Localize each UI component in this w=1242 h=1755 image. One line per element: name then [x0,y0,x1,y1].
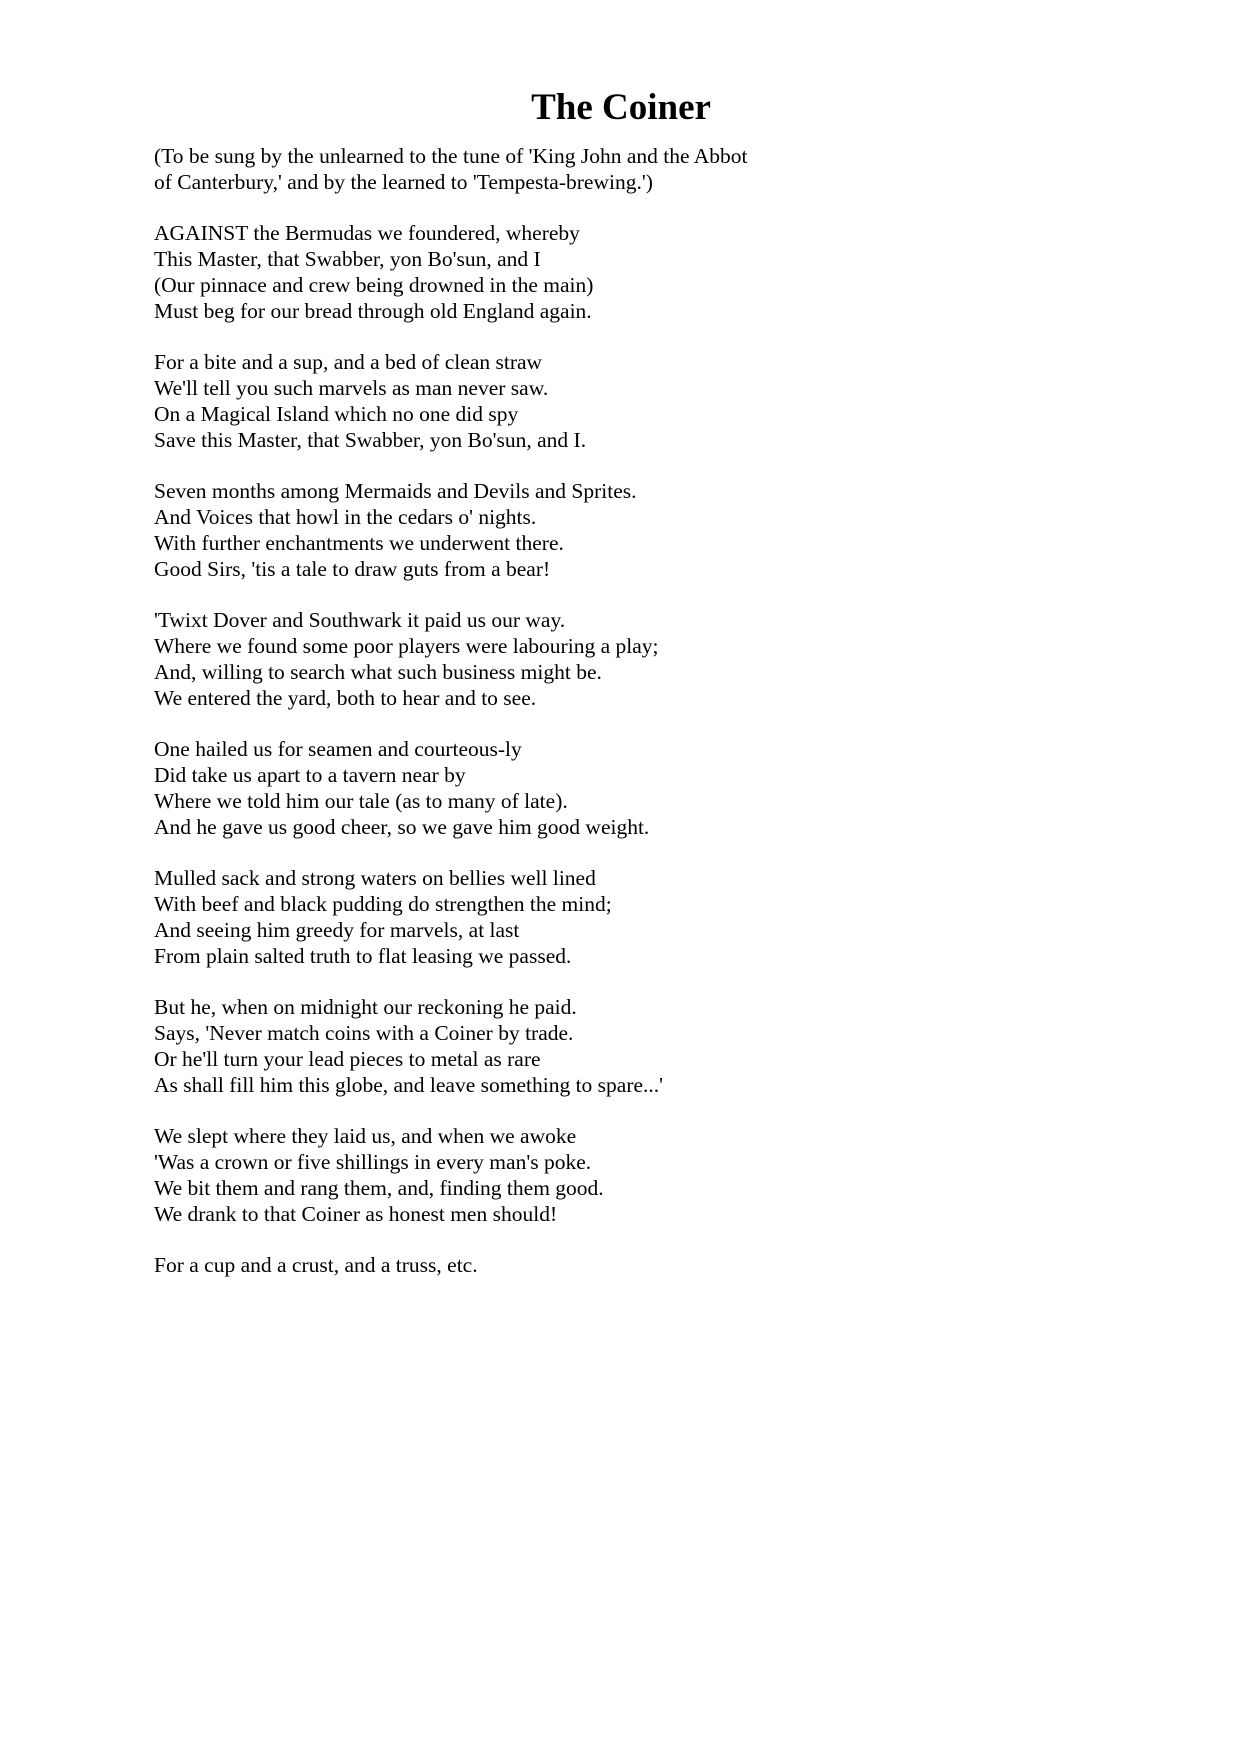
poem-body [154,144,1054,1305]
verse-line: With beef and black pudding do strengthen the mind; [154,892,612,917]
stanza [154,221,1054,324]
verse-line: We slept where they laid us, and when we awoke [154,1124,577,1149]
verse-line: And he gave us good cheer, so we gave him good weight. [154,814,650,839]
stanza [154,995,1054,1098]
verse-line: On a Magical Island which no one did spy [154,401,519,426]
preface-line: of Canterbury,' and by the learned to 'Tempesta-brewing.') [154,169,653,194]
verse-line: As shall fill him this globe, and leave something to spare...' [154,1072,664,1097]
verse-line: And seeing him greedy for marvels, at last [154,917,520,942]
stanza [154,866,1054,969]
verse-line: AGAINST the Bermudas we foundered, whereby [154,221,580,246]
verse-line: And Voices that howl in the cedars o' nights. [154,505,537,530]
verse-line: With further enchantments we underwent there. [154,530,564,555]
stanza [154,350,1054,453]
verse-line: Did take us apart to a tavern near by [154,763,466,788]
verse-line: Or he'll turn your lead pieces to metal as rare [154,1046,541,1071]
verse-line: We bit them and rang them, and, finding them good. [154,1175,604,1200]
verse-line: Where we found some poor players were labouring a play; [154,634,659,659]
preface-line: (To be sung by the unlearned to the tune of 'King John and the Abbot [154,144,748,168]
verse-line: Mulled sack and strong waters on bellies well lined [154,866,596,891]
verse-line: (Our pinnace and crew being drowned in the main) [154,272,594,297]
verse-line: 'Twixt Dover and Southwark it paid us our way. [154,608,566,633]
verse-line: Must beg for our bread through old England again. [154,298,592,323]
verse-line: One hailed us for seamen and courteous-ly [154,737,522,762]
stanza [154,479,1054,582]
page-title: The Coiner [531,87,711,128]
verse-line: But he, when on midnight our reckoning he paid. [154,995,577,1020]
verse-line: We drank to that Coiner as honest men should! [154,1201,558,1226]
verse-line: We'll tell you such marvels as man never saw. [154,376,549,401]
verse-line: Says, 'Never match coins with a Coiner by trade. [154,1021,574,1046]
stanza [154,608,1054,711]
verse-line: Where we told him our tale (as to many of late). [154,788,568,813]
verse-line: And, willing to search what such business might be. [154,659,602,684]
stanza [154,1253,1054,1279]
verse-line: We entered the yard, both to hear and to see. [154,685,537,710]
verse-line: For a cup and a crust, and a truss, etc. [154,1253,478,1278]
verse-line: This Master, that Swabber, yon Bo'sun, and I [154,247,541,272]
verse-line: Seven months among Mermaids and Devils and Sprites. [154,479,637,504]
verse-line: For a bite and a sup, and a bed of clean straw [154,350,543,375]
stanza [154,1124,1054,1227]
verse-line: Save this Master, that Swabber, yon Bo'sun, and I. [154,427,587,452]
verse-line: Good Sirs, 'tis a tale to draw guts from a bear! [154,556,551,581]
stanza [154,737,1054,840]
verse-line: 'Was a crown or five shillings in every man's poke. [154,1150,592,1175]
preface [154,144,1054,196]
verse-line: From plain salted truth to flat leasing we passed. [154,943,572,968]
